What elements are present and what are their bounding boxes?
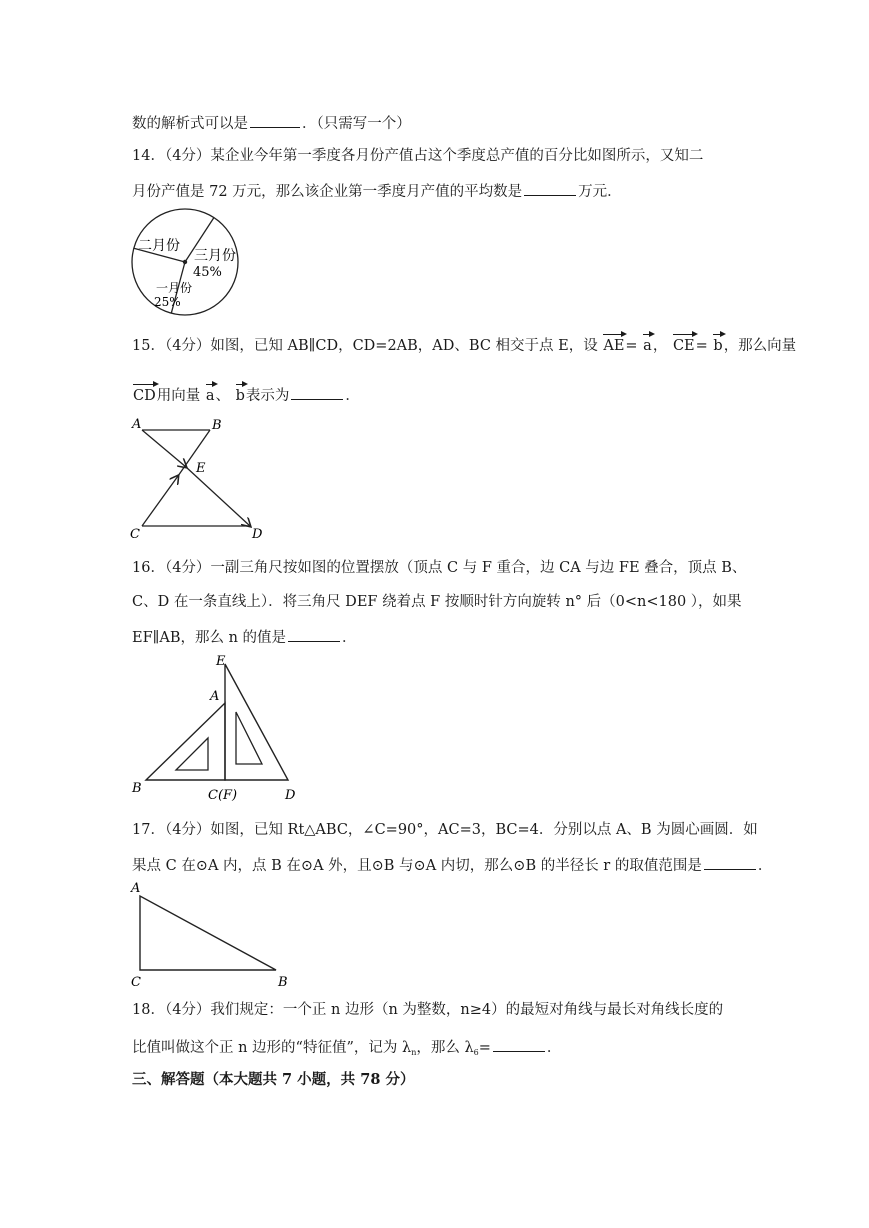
- q16-figure: [128, 652, 308, 802]
- q14-pie-chart: [128, 208, 248, 320]
- q15-text: 15．（4分）如图，已知 AB∥CD，CD=2AB，AD、BC 相交于点 E，设: [132, 338, 598, 354]
- tri-label-b: B: [132, 781, 142, 796]
- q17-line2: [132, 854, 772, 876]
- tri-label-e: E: [216, 654, 226, 669]
- q18-sub-n: n: [411, 1048, 417, 1057]
- q16-text: EF∥AB，那么 n 的值是: [132, 630, 287, 646]
- q13-answer-blank[interactable]: [250, 112, 300, 128]
- vector-a-2: a: [205, 388, 215, 404]
- q17-text: 果点 C 在⊙A 内，点 B 在⊙A 外，且⊙B 与⊙A 内切，那么⊙B 的半径长 r 的取值范围是: [132, 858, 702, 874]
- q15-text-end: ，那么向量: [723, 338, 797, 354]
- q15-answer-blank[interactable]: [291, 384, 343, 400]
- q15-text: 用向量: [156, 388, 201, 404]
- vector-ce: CE: [672, 338, 695, 354]
- q15-sep: ，: [652, 338, 668, 354]
- q15-text-2: 表示为: [245, 388, 290, 404]
- q18-text-2: ，那么 λ: [416, 1040, 474, 1056]
- point-d-label: D: [252, 527, 263, 542]
- vector-a: a: [643, 338, 652, 354]
- q17-figure: [128, 878, 298, 990]
- q16-line2: C、D 在一条直线上）．将三角尺 DEF 绕着点 F 按顺时针方向旋转 n° 后（0<n<180 ），如果: [132, 594, 742, 610]
- q17-line1: 17．（4分）如图，已知 Rt△ABC，∠C=90°，AC=3，BC=4．分别以点 A、B 为圆心画圆．如: [132, 822, 758, 838]
- q18-line2: [132, 1036, 561, 1063]
- q17-end: ．: [757, 858, 773, 874]
- q15-eq2: =: [695, 338, 708, 354]
- q16-line3: [132, 626, 357, 648]
- point-b-label: B: [212, 418, 222, 433]
- tri-label-d: D: [285, 788, 296, 802]
- rt-label-c: C: [131, 975, 141, 990]
- rt-label-a: A: [131, 881, 141, 896]
- q17-answer-blank[interactable]: [704, 854, 756, 870]
- vector-b: b: [713, 338, 723, 354]
- q15-dun: 、: [215, 388, 230, 404]
- q18-sub-6: 6: [473, 1048, 479, 1057]
- pie-label-mar: 三月份: [194, 248, 236, 264]
- q14-unit: 万元．: [578, 184, 622, 200]
- q18-eq: =: [478, 1040, 491, 1056]
- point-a-label: A: [132, 417, 142, 432]
- q18-text: 比值叫做这个正 n 边形的“特征值”，记为 λ: [132, 1040, 412, 1056]
- vector-b-2: b: [235, 388, 245, 404]
- q13-continuation: [132, 112, 411, 134]
- point-e-label: E: [196, 461, 206, 476]
- q16-line1: 16．（4分）一副三角尺按如图的位置摆放（顶点 C 与 F 重合，边 CA 与边 FE 叠合，顶点 B、: [132, 560, 747, 576]
- q15-line2: [132, 384, 360, 406]
- q14-answer-blank[interactable]: [524, 180, 576, 196]
- q18-line1: 18．（4分）我们规定：一个正 n 边形（n 为整数，n≥4）的最短对角线与最长对角线长度的: [132, 1002, 724, 1018]
- q15-eq1: =: [625, 338, 638, 354]
- vector-cd: CD: [133, 388, 156, 404]
- pie-label-jan: 一月份: [156, 281, 193, 295]
- q16-answer-blank[interactable]: [288, 626, 340, 642]
- q14-line2: [132, 180, 622, 202]
- q13-text-end: ．（只需写一个）: [302, 116, 411, 132]
- vector-ae: AE: [603, 338, 625, 354]
- tri-label-cf: C(F): [208, 788, 238, 802]
- q13-text: 数的解析式可以是: [132, 116, 248, 132]
- q14-text: 月份产值是 72 万元，那么该企业第一季度月产值的平均数是: [132, 184, 523, 200]
- point-c-label: C: [130, 527, 140, 542]
- pie-label-mar-pct: 45%: [193, 265, 222, 280]
- q15-end: ．: [345, 388, 360, 404]
- q18-end: ．: [546, 1040, 562, 1056]
- pie-label-feb: 二月份: [138, 238, 180, 254]
- q18-answer-blank[interactable]: [493, 1036, 545, 1052]
- section-3-heading: 三、解答题（本大题共 7 小题，共 78 分）: [132, 1071, 415, 1088]
- pie-label-jan-pct: 25%: [154, 295, 181, 309]
- q15-figure: [128, 414, 268, 544]
- rt-label-b: B: [278, 975, 288, 990]
- q14-line1: 14．（4分）某企业今年第一季度各月份产值占这个季度总产值的百分比如图所示，又知二: [132, 148, 704, 164]
- q16-end: ．: [342, 630, 357, 646]
- tri-label-a: A: [210, 689, 220, 704]
- q15-line1: [132, 336, 796, 356]
